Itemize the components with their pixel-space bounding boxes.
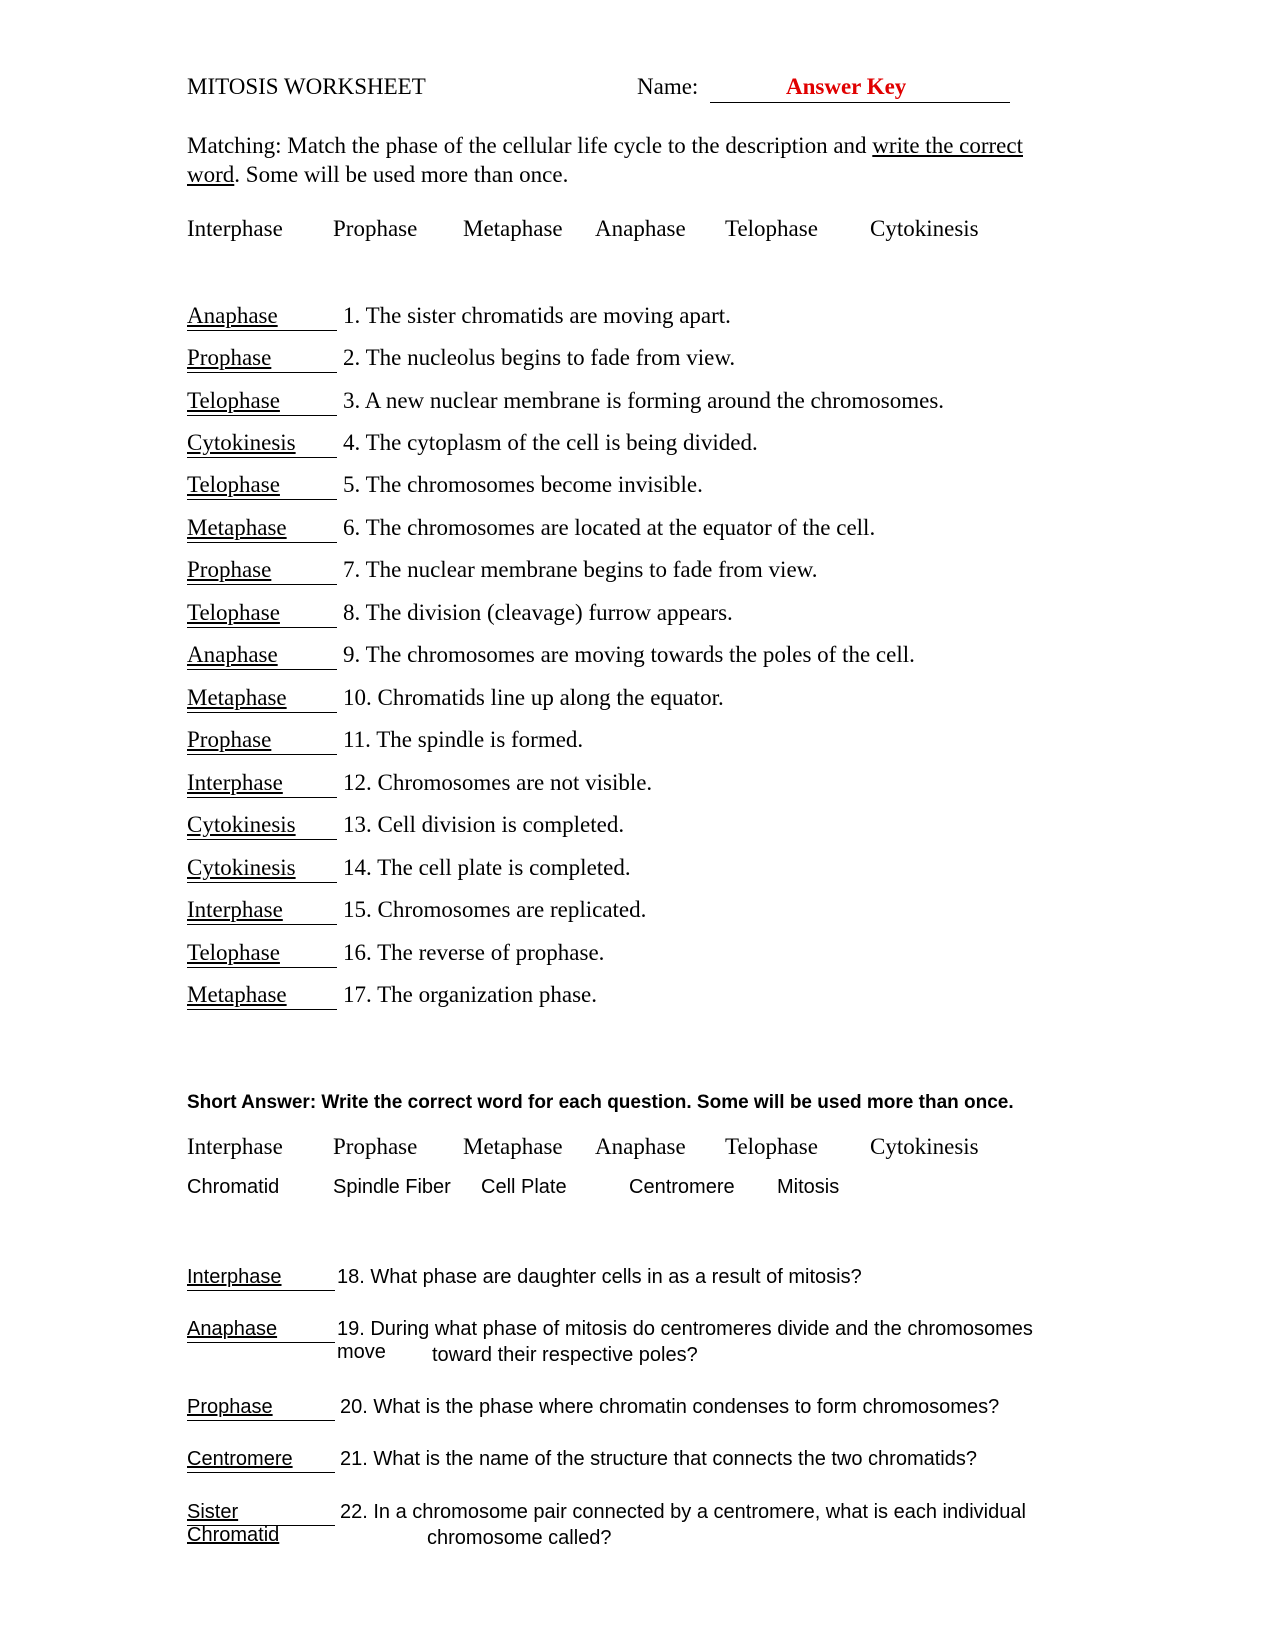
matching-question [187,727,1087,763]
matching-instructions [187,131,1067,189]
answer-value: Cytokinesis [187,812,296,837]
answer-blank [187,303,337,331]
answer-value: Cytokinesis [187,430,296,455]
answer-blank [187,515,337,543]
answer-blank [187,1396,335,1421]
word-bank-item: Interphase [187,216,283,241]
question-text: 4. The cytoplasm of the cell is being divided. [343,430,758,455]
question-text: 11. The spindle is formed. [343,727,584,752]
word-bank-item: Anaphase [595,216,686,241]
question-text: 8. The division (cleavage) furrow appears. [343,600,733,625]
answer-value: Telophase [187,600,280,625]
answer-blank [187,855,337,883]
question-text: 13. Cell division is completed. [343,812,625,837]
answer-value: Cytokinesis [187,855,296,880]
answer-blank [187,1318,335,1343]
instructions-lead: Matching: Match the phase of the cellular life cycle to the description and [187,133,873,158]
answer-blank [187,1448,335,1473]
answer-value: Telophase [187,388,280,413]
matching-question [187,557,1087,593]
answer-value: Interphase [187,1266,282,1288]
answer-value: Prophase [187,1396,273,1418]
answer-value: Prophase [187,727,272,752]
matching-question [187,642,1087,678]
answer-value: Prophase [187,345,272,370]
word-bank-item: Interphase [187,1134,283,1159]
answer-blank [187,940,337,968]
answer-blank [187,642,337,670]
word-bank-item: Chromatid [187,1176,280,1198]
word-bank-item: Telophase [725,216,818,241]
answer-blank [187,345,337,373]
matching-question [187,855,1087,891]
word-bank-item: Metaphase [463,216,563,241]
answer-value: Metaphase [187,685,287,710]
matching-question [187,345,1087,381]
question-text: 19. During what phase of mitosis do centromeres divide and the chromosomes move [337,1318,1033,1363]
matching-question [187,940,1087,976]
answer-value: Prophase [187,557,272,582]
answer-blank [187,600,337,628]
question-text: 22. In a chromosome pair connected by a centromere, what is each individual [340,1501,1026,1523]
question-text: 1. The sister chromatids are moving apart. [343,303,731,328]
answer-blank [187,557,337,585]
matching-question [187,430,1087,466]
question-text: 14. The cell plate is completed. [343,855,631,880]
answer-blank [187,430,337,458]
question-text: 2. The nucleolus begins to fade from view. [343,345,736,370]
word-bank-item: Mitosis [777,1176,840,1198]
question-text: 9. The chromosomes are moving towards the poles of the cell. [343,642,915,667]
matching-question [187,515,1087,551]
question-text: 18. What phase are daughter cells in as a result of mitosis? [337,1266,862,1288]
instructions-tail: . Some will be used more than once. [234,162,569,187]
answer-blank [187,897,337,925]
matching-question [187,685,1087,721]
answer-blank [187,472,337,500]
answer-value: Interphase [187,770,283,795]
question-text-continued: toward their respective poles? [432,1344,698,1366]
answer-value: Anaphase [187,642,278,667]
matching-question [187,770,1087,806]
answer-blank [187,685,337,713]
question-text: 17. The organization phase. [343,982,597,1007]
matching-question [187,472,1087,508]
question-text: 16. The reverse of prophase. [343,940,605,965]
matching-question [187,812,1087,848]
word-bank-item: Anaphase [595,1134,686,1159]
question-text: 7. The nuclear membrane begins to fade from view. [343,557,818,582]
answer-value: Anaphase [187,303,278,328]
word-bank-item: Cell Plate [481,1176,567,1198]
matching-question [187,600,1087,636]
short-answer-heading: Short Answer: Write the correct word for each question. Some will be used more than once. [187,1092,1014,1113]
question-text: 5. The chromosomes become invisible. [343,472,703,497]
answer-value: Centromere [187,1448,293,1470]
matching-question [187,303,1087,339]
word-bank-item: Metaphase [463,1134,563,1159]
instructions-underlined: write the correct word [187,133,1023,187]
word-bank-item: Telophase [725,1134,818,1159]
question-text: 3. A new nuclear membrane is forming around the chromosomes. [343,388,945,413]
answer-blank [187,727,337,755]
question-text: 15. Chromosomes are replicated. [343,897,647,922]
question-text-continued: chromosome called? [427,1527,612,1549]
answer-value: Metaphase [187,515,287,540]
name-label: Name: [637,74,699,99]
answer-value: Metaphase [187,982,287,1007]
answer-value: Sister Chromatid [187,1501,280,1546]
answer-blank [187,812,337,840]
answer-value: Telophase [187,472,280,497]
answer-blank [187,1501,335,1546]
question-text: 21. What is the name of the structure that connects the two chromatids? [340,1448,977,1470]
question-text: 20. What is the phase where chromatin condenses to form chromosomes? [340,1396,1000,1418]
matching-question [187,388,1087,424]
answer-blank [187,1266,335,1291]
word-bank-item: Centromere [629,1176,735,1198]
word-bank-item: Cytokinesis [870,1134,979,1159]
word-bank-item: Cytokinesis [870,216,979,241]
name-value: Answer Key [786,74,907,99]
answer-value: Anaphase [187,1318,278,1340]
answer-blank [187,770,337,798]
word-bank-item: Prophase [333,1134,418,1159]
answer-blank [187,982,337,1010]
answer-value: Interphase [187,897,283,922]
worksheet-title: MITOSIS WORKSHEET [187,74,426,99]
question-text: 6. The chromosomes are located at the equator of the cell. [343,515,876,540]
word-bank-item: Prophase [333,216,418,241]
answer-value: Telophase [187,940,280,965]
question-text: 10. Chromatids line up along the equator. [343,685,724,710]
word-bank-item: Spindle Fiber [333,1176,451,1198]
answer-blank [187,388,337,416]
matching-question [187,897,1087,933]
name-field [710,74,1010,103]
question-text: 12. Chromosomes are not visible. [343,770,653,795]
matching-question [187,982,1087,1018]
